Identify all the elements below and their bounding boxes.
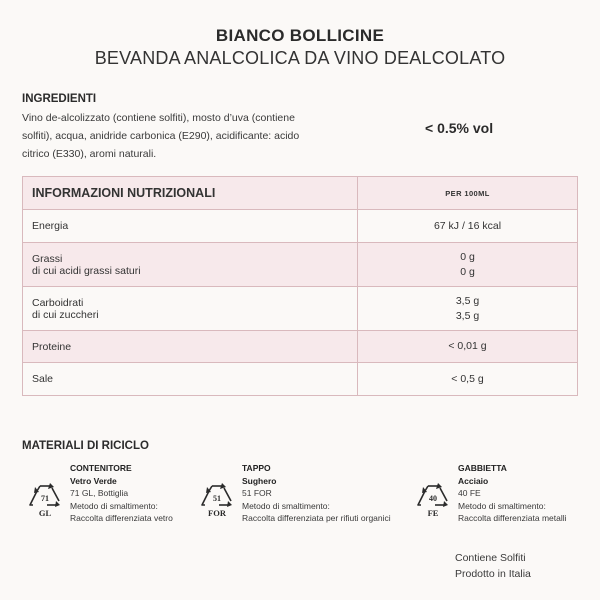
recycling-item-title: CONTENITORE: [70, 463, 132, 473]
nutrient-value: 67 kJ / 16 kcal: [433, 219, 502, 232]
recycling-item-text: [242, 462, 391, 525]
recycle-code-number: 51: [213, 494, 221, 503]
recycle-for-51-icon: [196, 480, 238, 522]
recycle-code-abbr: FE: [427, 508, 439, 518]
recycling-method-label: Metodo di smaltimento:: [70, 500, 158, 511]
nutrient-label: Sale: [32, 373, 54, 385]
table-row: [23, 287, 578, 331]
nutrition-table: [22, 176, 578, 396]
recycling-item-title: TAPPO: [242, 463, 271, 473]
ingredients-line: solfiti), acqua, anidride carbonica (E290), acidificante: acido: [22, 130, 300, 142]
table-row: [23, 210, 578, 243]
recycle-fe-40-icon: [412, 480, 454, 522]
nutrient-value: < 0,01 g: [448, 340, 487, 352]
recycling-method-label: Metodo di smaltimento:: [242, 500, 330, 511]
recycling-method: Raccolta differenziata metalli: [458, 513, 567, 523]
recycling-item-material: Sughero: [242, 475, 277, 486]
sulfites-note: Contiene Solfiti: [455, 552, 526, 564]
recycling-item-code: 40 FE: [458, 488, 481, 498]
ingredients-line: citrico (E330), aromi naturali.: [22, 148, 157, 160]
ingredients-heading: INGREDIENTI: [22, 93, 97, 105]
nutrient-label: Grassi: [32, 252, 63, 265]
nutrient-label: Energia: [32, 220, 69, 232]
nutrient-value: < 0,5 g: [451, 372, 484, 385]
recycling-heading: MATERIALI DI RICICLO: [22, 440, 149, 452]
nutrient-value: 3,5 g: [455, 309, 480, 322]
nutrient-sublabel: di cui acidi grassi saturi: [32, 264, 141, 277]
nutrient-label: Proteine: [32, 340, 72, 353]
product-subtitle: BEVANDA ANALCOLICA DA VINO DEALCOLATO: [94, 48, 506, 68]
ingredients-line: Vino de-alcolizzato (contiene solfiti), mosto d’uva (contiene: [22, 112, 295, 124]
recycling-item-code: 51 FOR: [242, 488, 272, 498]
recycling-item-material: Vetro Verde: [70, 475, 117, 486]
per-100ml-label: PER 100ML: [358, 177, 578, 210]
recycle-code-abbr: GL: [38, 508, 52, 518]
table-row: [23, 363, 578, 396]
recycling-method-label: Metodo di smaltimento:: [458, 500, 546, 511]
nutrient-value: 3,5 g: [455, 294, 480, 307]
recycle-code-number: 71: [41, 494, 49, 503]
recycling-item-text: [458, 462, 567, 525]
table-row: [23, 243, 578, 287]
nutrition-heading: INFORMAZIONI NUTRIZIONALI: [23, 177, 358, 210]
recycle-code-abbr: FOR: [208, 508, 226, 518]
recycling-item-material: Acciaio: [458, 475, 489, 486]
nutrient-sublabel: di cui zuccheri: [32, 308, 99, 321]
product-title: BIANCO BOLLICINE: [215, 26, 385, 45]
recycling-item-title: GABBIETTA: [458, 463, 507, 473]
recycling-item-code: 71 GL, Bottiglia: [70, 488, 129, 498]
nutrient-value: 0 g: [460, 265, 475, 278]
recycle-gl-71-icon: [24, 480, 66, 522]
origin-note: Prodotto in Italia: [455, 568, 531, 580]
footer-notes: [455, 550, 531, 582]
table-row: [23, 331, 578, 363]
nutrition-header-row: [23, 177, 578, 210]
nutrient-value: 0 g: [460, 250, 475, 263]
alcohol-content: < 0.5% vol: [425, 120, 494, 136]
recycle-code-number: 40: [429, 494, 437, 503]
nutrient-label: Carboidrati: [32, 296, 84, 309]
recycling-method: Raccolta differenziata vetro: [70, 513, 173, 523]
ingredients-text: [22, 109, 347, 163]
recycling-method: Raccolta differenziata per rifiuti organici: [242, 513, 391, 523]
recycling-item-text: [70, 462, 173, 525]
